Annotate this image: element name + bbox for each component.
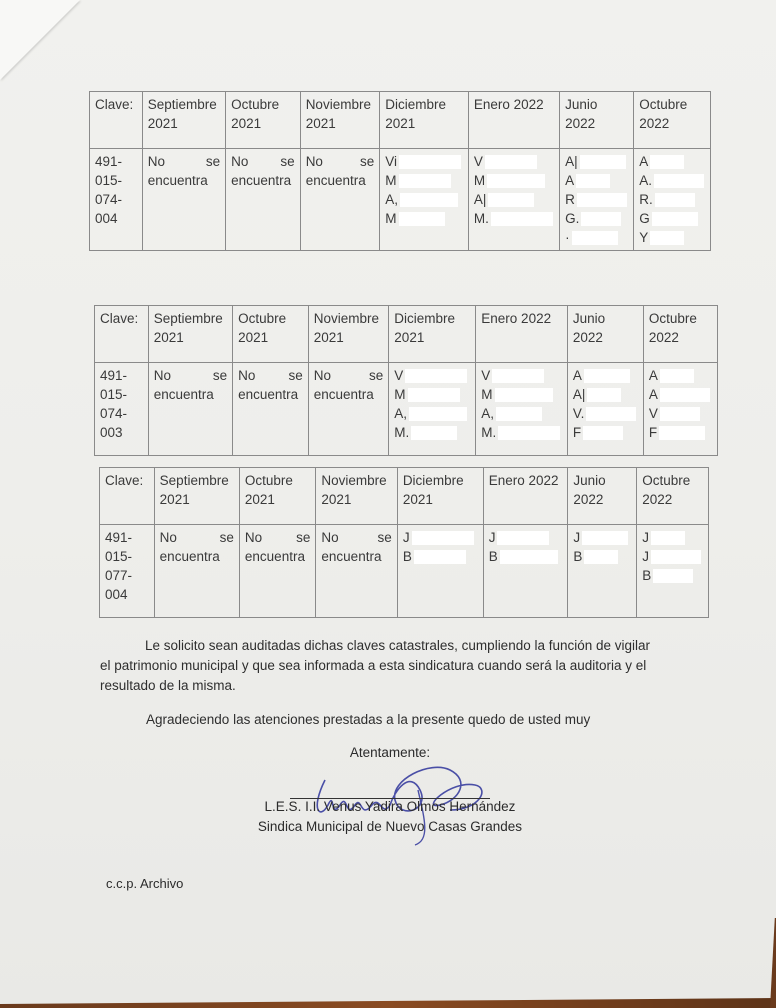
- redaction-block: [497, 531, 549, 545]
- header-cell: Noviembre 2021: [300, 92, 380, 149]
- owner-name-line: [394, 366, 470, 385]
- owner-name-line: [565, 152, 628, 171]
- se-text: se: [360, 154, 375, 169]
- not-found-cell: [154, 525, 239, 618]
- owner-initial: F: [648, 425, 658, 440]
- closing-salutation: Atentamente:: [349, 745, 431, 760]
- redaction-block: [583, 426, 623, 440]
- owner-name-line: [573, 547, 631, 566]
- owner-initial: A,: [394, 406, 408, 421]
- clave-cell: 491- 015- 074- 004: [90, 149, 143, 251]
- table-header-row: [95, 306, 718, 363]
- owner-name-line: [642, 547, 703, 566]
- header-cell: Octubre 2022: [634, 92, 711, 149]
- owner-initial: V.: [572, 406, 585, 421]
- owner-name-line: [481, 423, 562, 442]
- ccp-archivo: c.c.p. Archivo: [106, 876, 184, 891]
- owner-cell: [634, 149, 711, 251]
- table-row: [100, 525, 709, 618]
- redaction-block: [587, 388, 621, 402]
- owner-initial: A: [639, 154, 649, 169]
- redaction-block: [495, 388, 553, 402]
- redaction-block: [409, 407, 467, 421]
- not-found-cell: [239, 525, 316, 618]
- owner-initial: M: [481, 387, 493, 402]
- owner-cell: [476, 363, 568, 456]
- encuentra-text: encuentra: [305, 173, 366, 188]
- request-paragraph: Le solicito sean auditadas dichas claves catastrales, cumpliendo la función de vigilar el patrimonio municipal y que sea informada a esta sindicatura cuando será la auditoria y el resultado de la misma.: [100, 638, 651, 693]
- redaction-block: [491, 212, 553, 226]
- encuentra-text: encuentra: [238, 387, 299, 402]
- owner-name-line: [394, 385, 470, 404]
- owner-cell: [567, 363, 643, 456]
- redaction-block: [659, 426, 705, 440]
- owner-initial: V: [648, 406, 658, 421]
- header-cell: Clave:: [100, 468, 155, 525]
- owner-name-line: [481, 404, 562, 423]
- header-cell: Septiembre 2021: [154, 468, 239, 525]
- owner-name-line: [403, 528, 478, 547]
- redaction-block: [498, 426, 560, 440]
- no-text: No: [305, 154, 323, 169]
- owner-name-line: [565, 190, 628, 209]
- header-cell: Clave:: [95, 306, 149, 363]
- owner-initial: J: [573, 530, 581, 545]
- header-cell: Clave:: [90, 92, 143, 149]
- header-cell: Octubre 2022: [643, 306, 717, 363]
- owner-name-line: [474, 190, 554, 209]
- owner-initial: A: [648, 387, 658, 402]
- owner-name-line: [489, 528, 563, 547]
- owner-initial: A.: [639, 173, 653, 188]
- no-text: No: [238, 368, 256, 383]
- header-cell: Noviembre 2021: [316, 468, 397, 525]
- se-text: se: [212, 368, 228, 383]
- no-text: No: [313, 368, 332, 383]
- owner-name-line: [385, 171, 463, 190]
- owner-initial: A: [572, 368, 582, 383]
- owner-name-line: [649, 385, 712, 404]
- owner-cell: [380, 149, 469, 251]
- owner-name-line: [639, 228, 705, 247]
- owner-initial: M: [385, 211, 397, 226]
- redaction-block: [488, 193, 534, 207]
- encuentra-text: encuentra: [231, 173, 292, 188]
- owner-initial: J: [642, 530, 649, 545]
- owner-initial: M.: [394, 425, 410, 440]
- not-found-cell: [226, 149, 301, 251]
- owner-name-line: [565, 209, 628, 228]
- owner-initial: V: [473, 154, 483, 169]
- redaction-block: [405, 369, 467, 383]
- owner-initial: B: [573, 549, 583, 564]
- signature-block: [240, 743, 540, 837]
- no-text: No: [231, 154, 249, 169]
- owner-name-line: [639, 190, 705, 209]
- header-cell: Septiembre 2021: [148, 306, 232, 363]
- se-text: se: [288, 368, 303, 383]
- owner-initial: Y: [639, 230, 649, 245]
- owner-initial: J: [642, 549, 649, 564]
- owner-initial: A|: [473, 192, 487, 207]
- owner-name-line: [573, 423, 638, 442]
- table-row: [95, 363, 718, 456]
- owner-initial: A|: [565, 154, 578, 169]
- cadastral-table: [99, 467, 709, 618]
- redaction-block: [655, 193, 695, 207]
- owner-name-line: [649, 366, 712, 385]
- clave-cell: 491- 015- 077- 004: [100, 525, 155, 618]
- owner-name-line: [481, 366, 562, 385]
- owner-initial: J: [402, 530, 410, 545]
- encuentra-text: encuentra: [147, 173, 208, 188]
- redaction-block: [399, 155, 461, 169]
- encuentra-text: encuentra: [321, 549, 382, 564]
- redaction-block: [660, 388, 710, 402]
- owner-name-line: [639, 171, 705, 190]
- se-text: se: [219, 530, 234, 545]
- owner-cell: [397, 525, 483, 618]
- redaction-block: [485, 155, 537, 169]
- encuentra-text: encuentra: [159, 549, 220, 564]
- redaction-block: [400, 193, 458, 207]
- no-text: No: [147, 154, 165, 169]
- redaction-block: [660, 369, 694, 383]
- redaction-block: [500, 550, 558, 564]
- redaction-block: [582, 531, 628, 545]
- redaction-block: [399, 212, 445, 226]
- header-cell: Enero 2022: [468, 92, 559, 149]
- owner-name-line: [642, 566, 703, 585]
- owner-initial: A: [648, 368, 658, 383]
- redaction-block: [580, 155, 626, 169]
- owner-initial: J: [488, 530, 496, 545]
- redaction-block: [572, 231, 618, 245]
- owner-name-line: [394, 423, 470, 442]
- se-text: se: [377, 530, 392, 545]
- no-text: No: [321, 530, 339, 545]
- owner-name-line: [642, 528, 703, 547]
- owner-initial: F: [572, 425, 582, 440]
- table-header-row: [100, 468, 709, 525]
- redaction-block: [411, 426, 457, 440]
- owner-cell: [643, 363, 717, 456]
- owner-cell: [568, 525, 637, 618]
- owner-initial: Vi: [385, 154, 398, 169]
- not-found-cell: [233, 363, 309, 456]
- owner-name-line: [573, 385, 638, 404]
- redaction-block: [577, 193, 627, 207]
- header-cell: Junio 2022: [560, 92, 634, 149]
- owner-name-line: [649, 423, 712, 442]
- owner-cell: [389, 363, 476, 456]
- encuentra-text: encuentra: [153, 387, 214, 402]
- redaction-block: [660, 407, 700, 421]
- redaction-block: [487, 174, 545, 188]
- owner-cell: [468, 149, 559, 251]
- owner-initial: R: [565, 192, 575, 207]
- redaction-block: [652, 212, 698, 226]
- owner-name-line: [385, 152, 463, 171]
- owner-cell: [560, 149, 634, 251]
- cadastral-table: [89, 91, 711, 251]
- closing-paragraph: Agradeciendo las atenciones prestadas a la presente quedo de usted muy: [146, 712, 591, 727]
- header-cell: Octubre 2022: [637, 468, 709, 525]
- redaction-block: [399, 174, 451, 188]
- encuentra-text: encuentra: [313, 387, 374, 402]
- owner-initial: M: [394, 387, 406, 402]
- owner-initial: B: [642, 568, 652, 583]
- header-cell: Diciembre 2021: [397, 468, 483, 525]
- owner-cell: [483, 525, 568, 618]
- header-cell: Octubre 2021: [239, 468, 316, 525]
- redaction-block: [653, 569, 693, 583]
- se-text: se: [205, 154, 221, 169]
- owner-name-line: [481, 385, 562, 404]
- owner-name-line: [489, 547, 563, 566]
- owner-initial: A,: [385, 192, 399, 207]
- not-found-cell: [148, 363, 232, 456]
- redaction-block: [412, 531, 474, 545]
- no-text: No: [244, 530, 263, 545]
- header-cell: Septiembre 2021: [142, 92, 225, 149]
- redaction-block: [584, 550, 618, 564]
- se-text: se: [280, 154, 295, 169]
- owner-initial: M: [385, 173, 397, 188]
- redaction-block: [651, 550, 701, 564]
- header-cell: Octubre 2021: [233, 306, 309, 363]
- owner-initial: A|: [572, 387, 586, 402]
- owner-name-line: [394, 404, 470, 423]
- folded-corner: [0, 0, 80, 80]
- owner-name-line: [474, 171, 554, 190]
- owner-name-line: [385, 209, 463, 228]
- redaction-block: [651, 531, 685, 545]
- no-text: No: [153, 368, 172, 383]
- se-text: se: [369, 368, 384, 383]
- signer-name: L.E.S. I.I. Venus Yadira Olmos Hernández: [264, 799, 516, 814]
- owner-initial: M.: [473, 211, 489, 226]
- header-cell: Noviembre 2021: [308, 306, 389, 363]
- owner-name-line: [639, 152, 705, 171]
- owner-name-line: [474, 152, 554, 171]
- table-row: [90, 149, 711, 251]
- owner-name-line: [573, 528, 631, 547]
- redaction-block: [408, 388, 460, 402]
- owner-initial: M.: [481, 425, 497, 440]
- owner-initial: ·: [565, 230, 570, 245]
- owner-name-line: [474, 209, 554, 228]
- se-text: se: [296, 530, 311, 545]
- cadastral-table: [94, 305, 718, 456]
- not-found-cell: [300, 149, 380, 251]
- no-text: No: [159, 530, 177, 545]
- redaction-block: [414, 550, 466, 564]
- header-cell: Junio 2022: [567, 306, 643, 363]
- owner-name-line: [639, 209, 705, 228]
- owner-initial: A,: [481, 406, 495, 421]
- not-found-cell: [316, 525, 397, 618]
- redaction-block: [576, 174, 610, 188]
- owner-initial: A: [565, 173, 575, 188]
- header-cell: Diciembre 2021: [380, 92, 469, 149]
- redaction-block: [586, 407, 636, 421]
- header-cell: Octubre 2021: [226, 92, 301, 149]
- owner-name-line: [403, 547, 478, 566]
- owner-name-line: [565, 228, 628, 247]
- table-header-row: [90, 92, 711, 149]
- not-found-cell: [308, 363, 389, 456]
- header-cell: Junio 2022: [568, 468, 637, 525]
- owner-name-line: [565, 171, 628, 190]
- not-found-cell: [142, 149, 225, 251]
- owner-initial: B: [402, 549, 412, 564]
- owner-initial: B: [488, 549, 498, 564]
- redaction-block: [650, 155, 684, 169]
- redaction-block: [650, 231, 684, 245]
- owner-name-line: [385, 190, 463, 209]
- owner-name-line: [649, 404, 712, 423]
- encuentra-text: encuentra: [244, 549, 305, 564]
- owner-cell: [637, 525, 709, 618]
- owner-name-line: [573, 366, 638, 385]
- signer-title: Sindica Municipal de Nuevo Casas Grandes: [257, 819, 523, 834]
- owner-initial: M: [473, 173, 486, 188]
- owner-initial: G: [639, 211, 650, 226]
- clave-cell: 491- 015- 074- 003: [95, 363, 149, 456]
- redaction-block: [654, 174, 704, 188]
- redaction-block: [581, 212, 621, 226]
- owner-initial: V: [394, 368, 404, 383]
- owner-initial: V: [481, 368, 491, 383]
- header-cell: Enero 2022: [476, 306, 568, 363]
- redaction-block: [496, 407, 542, 421]
- owner-initial: G.: [565, 211, 580, 226]
- header-cell: Enero 2022: [483, 468, 568, 525]
- owner-initial: R.: [639, 192, 653, 207]
- redaction-block: [492, 369, 544, 383]
- redaction-block: [584, 369, 630, 383]
- header-cell: Diciembre 2021: [389, 306, 476, 363]
- owner-name-line: [573, 404, 638, 423]
